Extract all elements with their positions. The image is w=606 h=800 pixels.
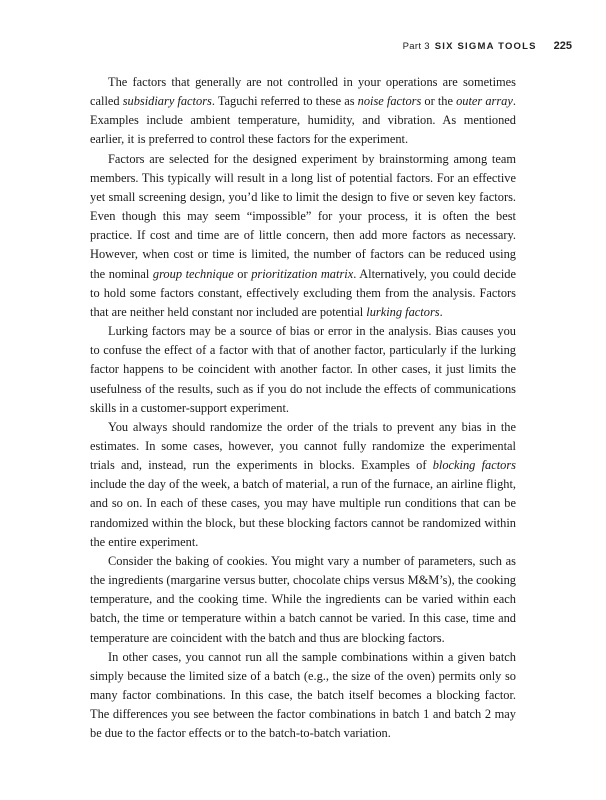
- paragraph-2: Factors are selected for the designed experiment by brainstorming among team members. This typically will result in a long list of potential factors. For an effective yet small screening design, you’d like to limit the design to five or seven key factors. Even though this may seem “impossible” for your process, it is often the best practice. If cost and time are of little concern, then add more factors as necessary. However, when cost or time is limited, the number of factors can be reduced using the nominal group technique or prioritization matrix. Alternatively, you could decide to hold some factors constant, effectively excluding them from the analysis. Factors that are neither held constant nor included are potential lurking factors.: [90, 151, 516, 319]
- italic-term: prioritization matrix: [251, 266, 354, 281]
- part-label: Part 3: [402, 41, 430, 52]
- italic-term: lurking factors: [366, 304, 440, 319]
- italic-term: outer array: [456, 94, 513, 109]
- paragraph-3: Lurking factors may be a source of bias or error in the analysis. Bias causes you to confuse the effect of a factor with that of another factor, particularly if the lurking factor happens to be coincident with another factor. In other cases, it just limits the usefulness of the results, such as if you do not include the effects of communications skills in a customer-support experiment.: [90, 324, 516, 415]
- italic-term: group technique: [152, 266, 234, 281]
- body-text: [90, 73, 516, 743]
- italic-term: noise factors: [357, 94, 422, 109]
- paragraph-4: You always should randomize the order of the trials to prevent any bias in the estimates. In some cases, however, you cannot fully randomize the experimental trials and, instead, run the experiments in blocks. Examples of blocking factors include the day of the week, a batch of material, a run of the furnace, an airline flight, and so on. In each of these cases, you may have multiple run conditions that can be randomized within the block, but these blocking factors cannot be randomized within the entire experiment.: [90, 419, 516, 549]
- section-label: SIX SIGMA TOOLS: [434, 41, 537, 52]
- italic-term: blocking factors: [432, 458, 516, 473]
- paragraph-1: The factors that generally are not controlled in your operations are sometimes called subsidiary factors. Taguchi referred to these as noise factors or the outer array. Examples include ambient temperature, humidity, and vibration. As mentioned earlier, it is preferred to control these factors for the experiment.: [90, 75, 516, 147]
- paragraph-6: In other cases, you cannot run all the sample combinations within a given batch simply because the limited size of a batch (e.g., the size of the oven) permits only so many factor combinations. In this case, the batch itself becomes a blocking factor. The differences you see between the factor combinations in batch 1 and batch 2 may be due to the factor effects or to the batch-to-batch variation.: [90, 649, 516, 741]
- paragraph-5: Consider the baking of cookies. You might vary a number of parameters, such as the ingredients (margarine versus butter, chocolate chips versus M&M’s), the cooking temperature, and the cooking time. While the ingredients can be varied within each batch, the time or temperature within a batch cannot be varied. In this case, time and temperature are coincident with the batch and thus are blocking factors.: [90, 553, 516, 645]
- italic-term: subsidiary factors: [122, 94, 212, 109]
- running-head: [403, 40, 572, 52]
- page-number: 225: [553, 40, 572, 52]
